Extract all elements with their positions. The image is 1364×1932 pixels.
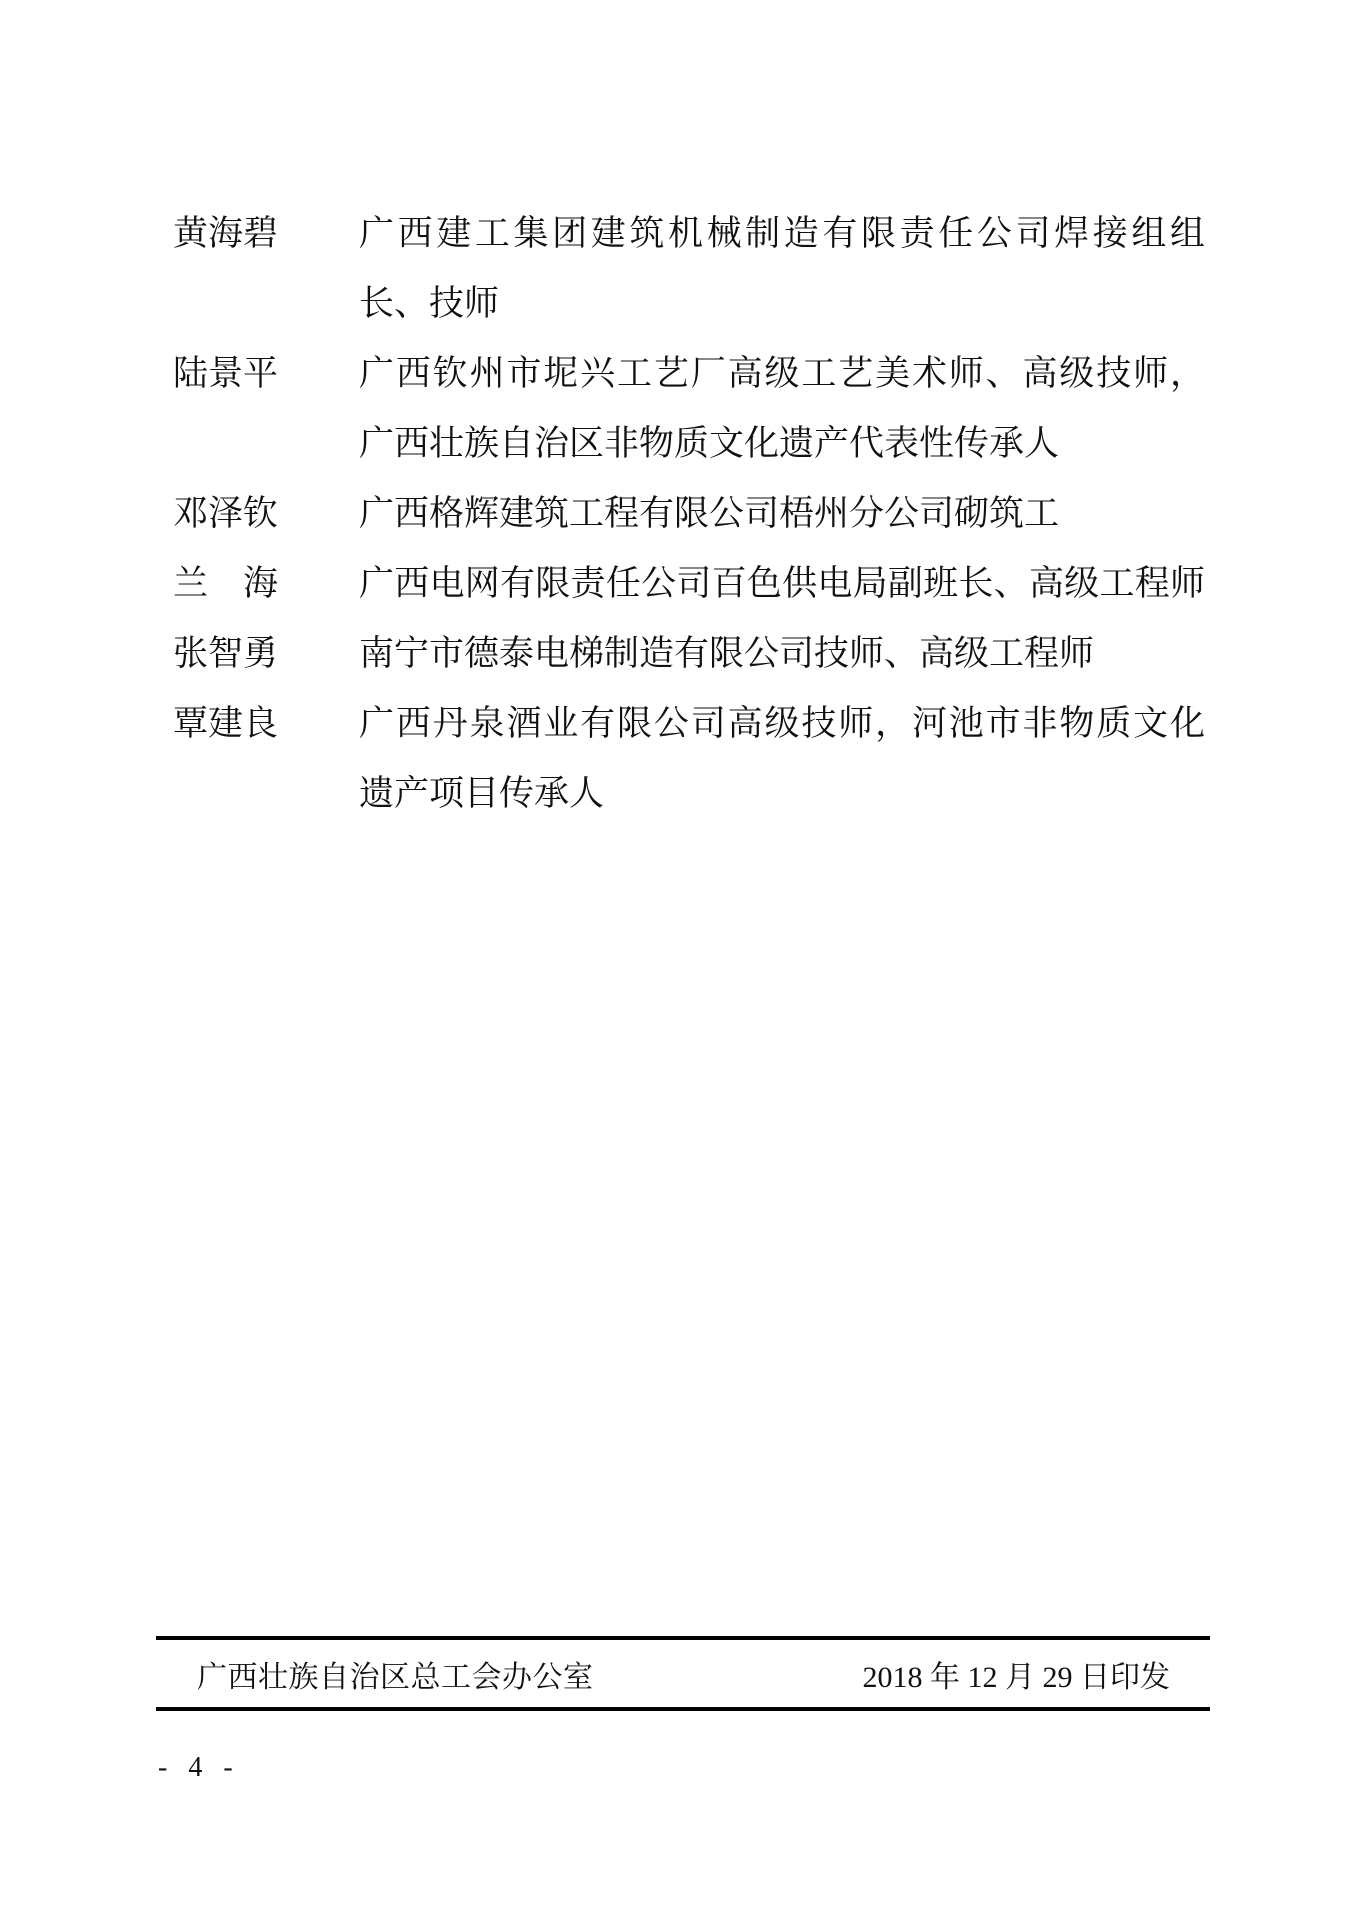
position-line: 广西壮族自治区非物质文化遗产代表性传承人 [359, 424, 1060, 463]
print-date: 2018 年 12 月 29 日印发 [862, 1660, 1170, 1694]
issuing-office: 广西壮族自治区总工会办公室 [197, 1660, 594, 1694]
footer-row [156, 1640, 1210, 1707]
divider-line-bottom [156, 1707, 1210, 1711]
person-name: 覃建良 [173, 704, 279, 743]
person-title [359, 689, 1205, 829]
person-name: 陆景平 [173, 354, 279, 393]
position-line: 长、技师 [359, 284, 500, 323]
roster-entry [173, 339, 1205, 479]
position-line: 广西丹泉酒业有限公司高级技师，河池市非物质文化 [359, 704, 1205, 743]
position-line: 广西格辉建筑工程有限公司梧州分公司砌筑工 [359, 494, 1060, 533]
person-title [359, 549, 1205, 619]
roster-entry [173, 619, 1205, 689]
position-line: 广西电网有限责任公司百色供电局副班长、高级工程师 [359, 564, 1205, 603]
position-line: 广西钦州市坭兴工艺厂高级工艺美术师、高级技师， [359, 354, 1205, 393]
honoree-roster [173, 199, 1205, 829]
roster-entry [173, 549, 1205, 619]
person-name: 张智勇 [173, 634, 279, 673]
position-line: 南宁市德泰电梯制造有限公司技师、高级工程师 [359, 634, 1095, 673]
person-title [359, 339, 1205, 479]
person-name: 黄海碧 [173, 214, 279, 253]
page-number: - 4 - [158, 1752, 240, 1783]
person-title [359, 479, 1205, 549]
person-name: 邓泽钦 [173, 494, 279, 533]
person-name: 兰海 [173, 564, 278, 603]
document-footer [156, 1636, 1210, 1711]
roster-entry [173, 479, 1205, 549]
roster-entry [173, 689, 1205, 829]
position-line: 遗产项目传承人 [359, 774, 605, 813]
person-title [359, 619, 1205, 689]
person-title [359, 199, 1205, 339]
position-line: 广西建工集团建筑机械制造有限责任公司焊接组组 [359, 214, 1205, 253]
roster-entry [173, 199, 1205, 339]
